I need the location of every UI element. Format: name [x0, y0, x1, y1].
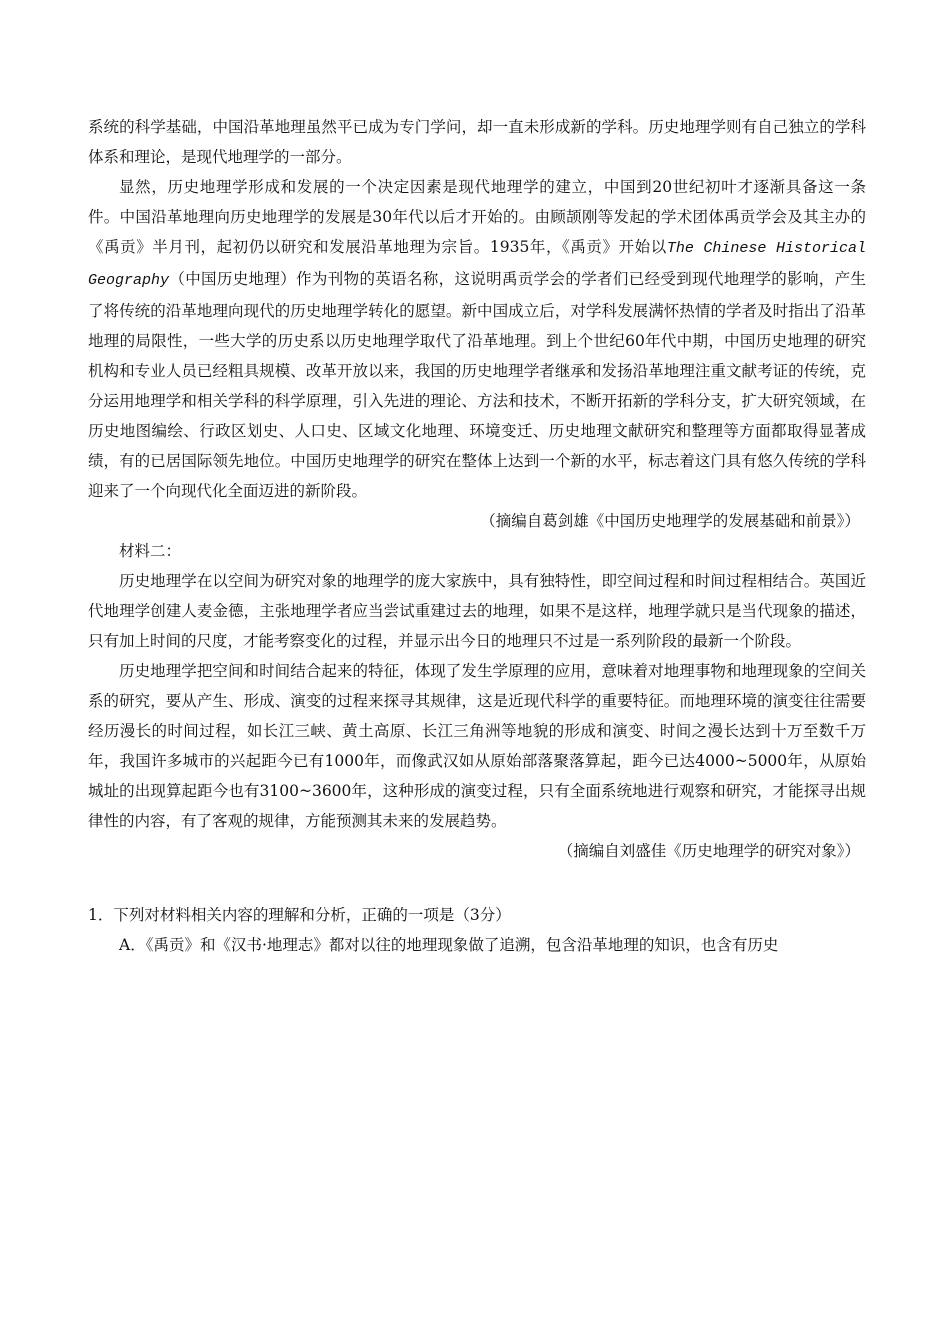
- passage2-paragraph-2: 历史地理学把空间和时间结合起来的特征，体现了发生学原理的应用，意味着对地理事物和地理现象的空间关系的研究，要从产生、形成、演变的过程来探寻其规律，这是近现代科学的重要特征。而地理环境的演变往往需要经历漫长的时间过程，如长江三峡、黄土高原、长江三角洲等地貌的形成和演变、时间之漫长达到十万至数千万年，我国许多城市的兴起距今已有1000年，而像武汉如从原始部落聚落算起，距今已达4000~5000年，从原始城址的出现算起距今也有3100~3600年，这种形成的演变过程，只有全面系统地进行观察和研究，才能探寻出规律性的内容，有了客观的规律，方能预测其未来的发展趋势。: [88, 662, 866, 830]
- passage1-source: （摘编自葛剑雄《中国历史地理学的发展基础和前景》）: [480, 512, 860, 530]
- question-1-stem: 1．下列对材料相关内容的理解和分析，正确的一项是（3分）: [88, 906, 511, 924]
- question-1: [88, 900, 866, 960]
- passage2-paragraph-1: 历史地理学在以空间为研究对象的地理学的庞大家族中，具有独特性，即空间过程和时间过程相结合。英国近代地理学创建人麦金德，主张地理学者应当尝试重建过去的地理，如果不是这样，地理学就只是当代现象的描述，只有加上时间的尺度，才能考察变化的过程，并显示出今日的地理只不过是一系列阶段的最新一个阶段。: [88, 572, 866, 650]
- passage1-paragraph-2: [88, 172, 866, 506]
- document-content: [88, 112, 866, 960]
- material-2-label: 材料二：: [119, 542, 182, 560]
- passage2-source: （摘编自刘盛佳《历史地理学的研究对象》）: [557, 842, 860, 860]
- passage1-para2-before: 显然，历史地理学形成和发展的一个决定因素是现代地理学的建立，中国到20世纪初叶才逐渐具备这一条件。中国沿革地理向历史地理学的发展是30年代以后才开始的。由顾颉刚等发起的学术团体禹贡学会及其主办的《禹贡》半月刊，起初仍以研究和发展沿革地理为宗旨。1935年，《禹贡》开始以: [88, 178, 866, 256]
- question-1-option-a: A．《禹贡》和《汉书·地理志》都对以往的地理现象做了追溯，包含沿革地理的知识，也含有历史: [119, 936, 779, 954]
- journal-english-name: The Chinese Historical Geography: [88, 240, 866, 289]
- passage1-continuation: 系统的科学基础，中国沿革地理虽然平已成为专门学问，却一直未形成新的学科。历史地理学则有自己独立的学科体系和理论，是现代地理学的一部分。: [88, 118, 866, 166]
- passage1-para2-after: （中国历史地理）作为刊物的英语名称，这说明禹贡学会的学者们已经受到现代地理学的影响，产生了将传统的沿革地理向现代的历史地理学转化的愿望。新中国成立后，对学科发展满怀热情的学者及时指出了沿革地理的局限性，一些大学的历史系以历史地理学取代了沿革地理。到上个世纪60年代中期，中国历史地理的研究机构和专业人员已经粗具规模、改革开放以来，我国的历史地理学者继承和发扬沿革地理注重文献考证的传统，克分运用地理学和相关学科的科学原理，引入先进的理论、方法和技术，不断开拓新的学科分支，扩大研究领域，在历史地图编绘、行政区划史、人口史、区域文化地理、环境变迁、历史地理文献研究和整理等方面都取得显著成绩，有的已居国际领先地位。中国历史地理学的研究在整体上达到一个新的水平，标志着这门具有悠久传统的学科迎来了一个向现代化全面迈进的新阶段。: [88, 270, 866, 500]
